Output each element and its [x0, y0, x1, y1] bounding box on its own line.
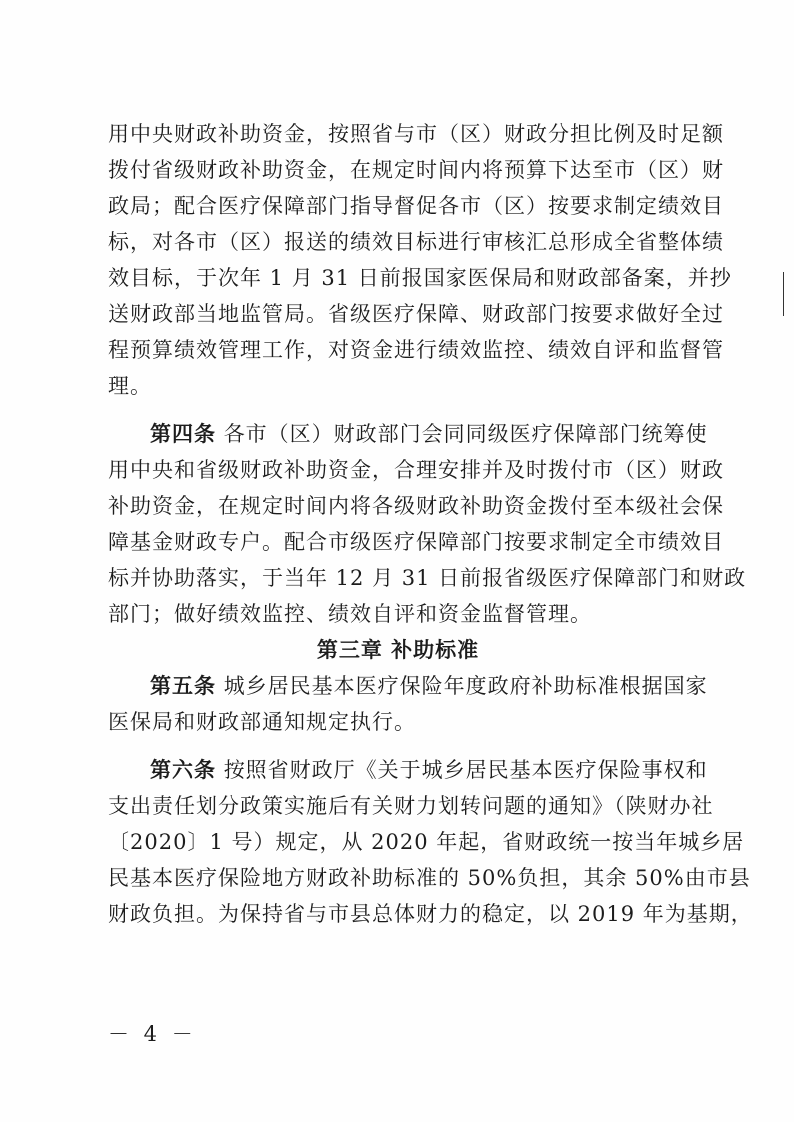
text-line: 用中央和省级财政补助资金，合理安排并及时拨付市（区）财政	[108, 458, 724, 482]
text-line: 送财政部当地监管局。省级医疗保障、财政部门按要求做好全过	[108, 302, 724, 326]
text-line: 城乡居民基本医疗保险年度政府补助标准根据国家	[223, 674, 708, 698]
text-line: 各市（区）财政部门会同同级医疗保障部门统筹使	[223, 422, 708, 446]
text-line: 标，对各市（区）报送的绩效目标进行审核汇总形成全省整体绩	[108, 230, 724, 254]
chapter-title: 第三章 补助标准	[316, 638, 480, 662]
article-5-heading: 第五条	[150, 674, 216, 698]
scan-edge-mark	[783, 272, 784, 316]
page-number: － 4 －	[108, 1022, 197, 1046]
text-line: 拨付省级财政补助资金，在规定时间内将预算下达至市（区）财	[108, 158, 724, 182]
text-line: 补助资金，在规定时间内将各级财政补助资金拨付至本级社会保	[108, 494, 724, 518]
body-text	[108, 116, 753, 932]
text-line: 部门；做好绩效监控、绩效自评和资金监督管理。	[108, 602, 592, 626]
article-5-first-line	[108, 668, 708, 704]
text-line: 按照省财政厅《关于城乡居民基本医疗保险事权和	[223, 758, 708, 782]
text-line: 程预算绩效管理工作，对资金进行绩效监控、绩效自评和监督管	[108, 338, 724, 362]
text-line: 用中央财政补助资金，按照省与市（区）财政分担比例及时足额	[108, 122, 724, 146]
article-6-heading: 第六条	[150, 758, 216, 782]
article-4-first-line	[108, 416, 708, 452]
text-line: 效目标，于次年 1 月 31 日前报国家医保局和财政部备案，并抄	[108, 266, 732, 290]
text-line: 障基金财政专户。配合市级医疗保障部门按要求制定全市绩效目	[108, 530, 724, 554]
text-line: 理。	[108, 374, 152, 398]
article-6-first-line	[108, 752, 708, 788]
text-line: 〔2020〕1 号）规定，从 2020 年起，省财政统一按当年城乡居	[108, 830, 745, 854]
text-line: 医保局和财政部通知规定执行。	[108, 710, 416, 734]
text-line: 支出责任划分政策实施后有关财力划转问题的通知》（陕财办社	[108, 794, 714, 818]
text-line: 标并协助落实，于当年 12 月 31 日前报省级医疗保障部门和财政	[108, 566, 747, 590]
article-4-heading: 第四条	[150, 422, 216, 446]
text-line: 民基本医疗保险地方财政补助标准的 50%负担，其余 50%由市县	[108, 866, 751, 890]
text-line: 政局；配合医疗保障部门指导督促各市（区）按要求制定绩效目	[108, 194, 724, 218]
text-line: 财政负担。为保持省与市县总体财力的稳定，以 2019 年为基期，	[108, 902, 753, 926]
